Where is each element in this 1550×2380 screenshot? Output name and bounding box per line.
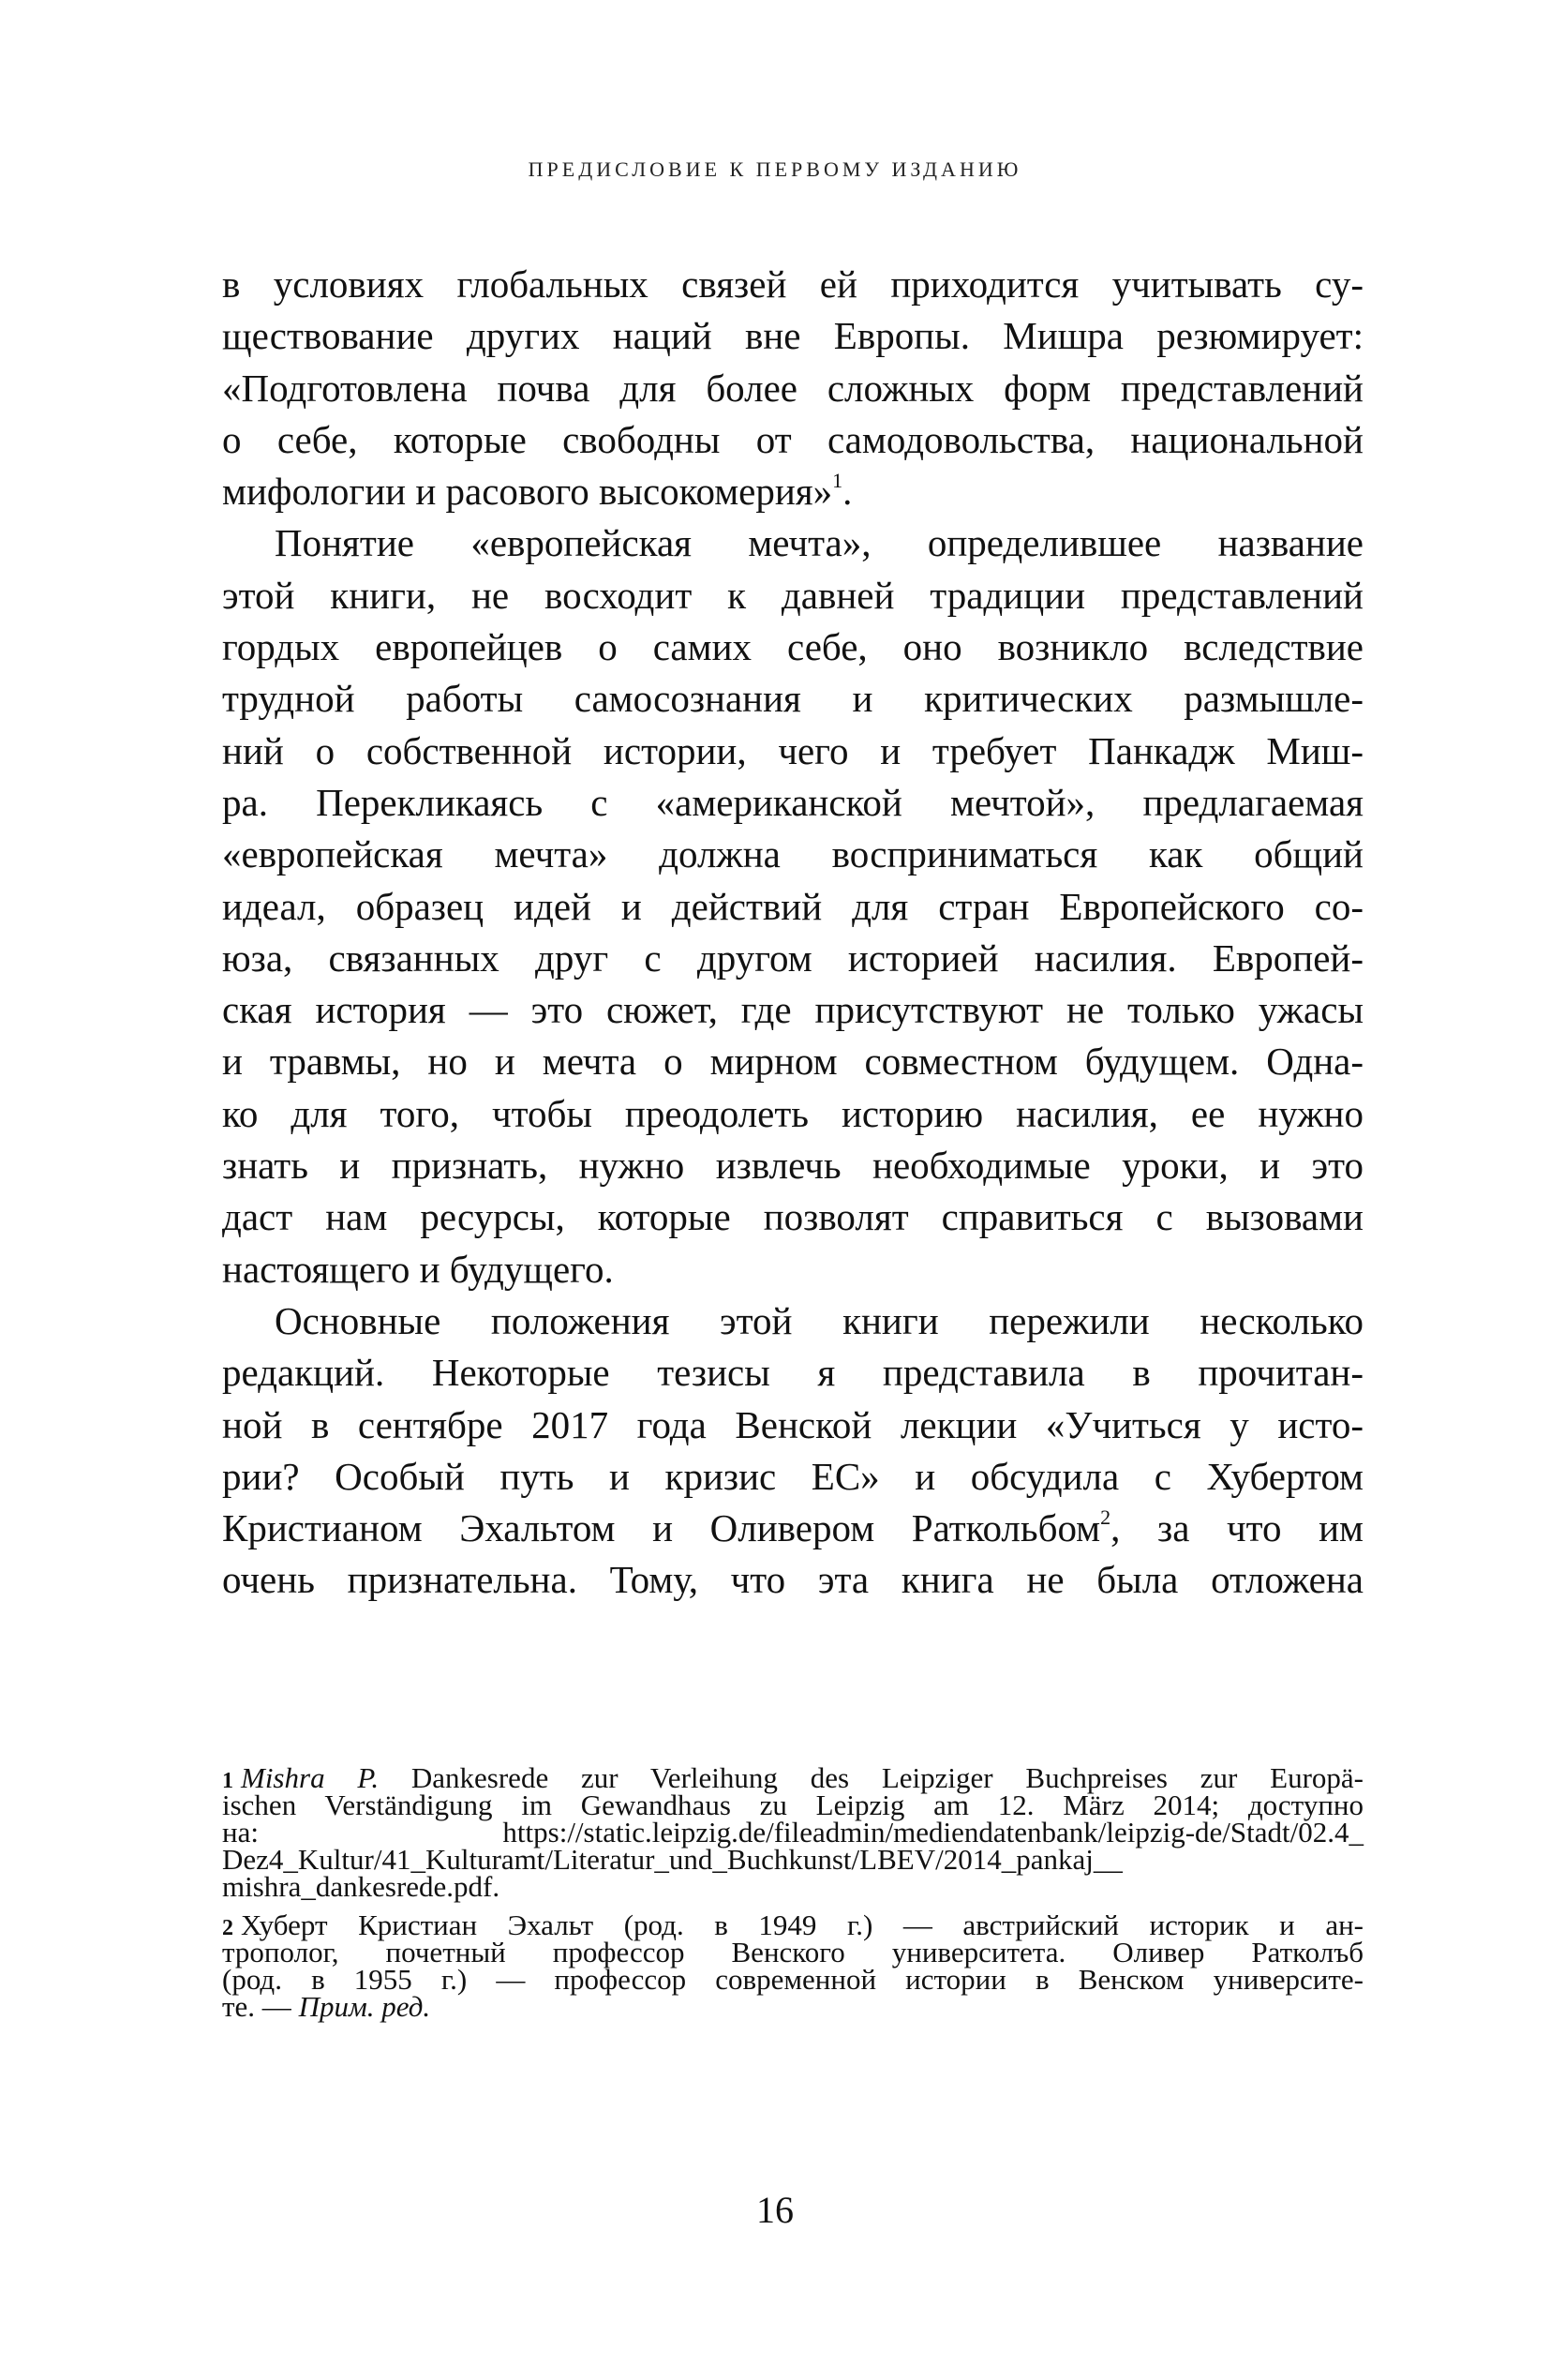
body-line: трудной работы самосознания и критических размышле- <box>222 677 1364 721</box>
footnote-author: Mishra P. <box>241 1761 380 1794</box>
body-line <box>222 1503 1364 1554</box>
body-line: ская история — это сюжет, где присутствуют не только ужасы <box>222 988 1364 1032</box>
body-line: идеал, образец идей и действий для стран Европейского со- <box>222 884 1364 928</box>
body-line: очень признательна. Тому, что эта книга не была отложена <box>222 1558 1364 1602</box>
footnote-line: трополог, почетный профессор Венского университета. Оливер Ратколъб <box>222 1936 1364 1968</box>
body-line: «европейская мечта» должна восприниматься как общий <box>222 832 1364 876</box>
running-head: ПРЕДИСЛОВИЕ К ПЕРВОМУ ИЗДАНИЮ <box>528 157 1022 181</box>
footnote-text: те. — <box>222 1990 299 2023</box>
footnote-text: Хуберт Кристиан Эхальт (род. в 1949 г.) — австрийский историк и ан- <box>241 1908 1364 1941</box>
body-line: ной в сентябре 2017 года Венской лекции «Учиться у исто- <box>222 1402 1364 1446</box>
footnote-ref-2[interactable]: 2 <box>1100 1505 1111 1530</box>
body-line: гордых европейцев о самих себе, оно возникло вследствие <box>222 625 1364 669</box>
body-line-paragraph-start: Основные положения этой книги пережили несколько <box>275 1298 1364 1342</box>
footnote-line <box>222 1761 1364 1794</box>
body-line: знать и признать, нужно извлечь необходимые уроки, и это <box>222 1144 1364 1188</box>
body-text <box>222 259 1364 1607</box>
footnotes <box>222 1761 1364 2031</box>
footnote-line: (род. в 1955 г.) — профессор современной истории в Венском университе- <box>222 1963 1364 1996</box>
footnote-line <box>222 1990 1364 2023</box>
body-line: ко для того, чтобы преодолеть историю насилия, ее нужно <box>222 1091 1364 1135</box>
body-line: ществование других наций вне Европы. Мишра резюмирует: <box>222 314 1364 358</box>
body-line: рии? Особый путь и кризис ЕС» и обсудила с Хубертом <box>222 1454 1364 1498</box>
footnote-url-line[interactable]: Dez4_Kultur/41_Kulturamt/Literatur_und_Buchkunst/LBEV/2014_pankaj__ <box>222 1843 1123 1876</box>
body-line: и травмы, но и мечта о мирном совместном будущем. Одна- <box>222 1040 1364 1084</box>
body-line: ра. Перекликаясь с «американской мечтой», предлагаемая <box>222 780 1364 824</box>
body-line-text: мифологии и расового высокомерия» <box>222 470 833 514</box>
body-line: о себе, которые свободны от самодовольства, национальной <box>222 417 1364 461</box>
body-line: юза, связанных друг с другом историей насилия. Европей- <box>222 936 1364 980</box>
body-line-text: Кристианом Эхальтом и Оливером Раткольбом <box>222 1506 1101 1550</box>
body-line: ний о собственной истории, чего и требует Панкадж Миш- <box>222 728 1364 772</box>
body-line-paragraph-start: Понятие «европейская мечта», определившее название <box>275 521 1364 565</box>
body-line: этой книги, не восходит к давней традиции представлений <box>222 573 1364 617</box>
footnote-number: 2 <box>222 1916 233 1940</box>
page-number: 16 <box>756 2189 794 2231</box>
body-line: редакций. Некоторые тезисы я представила в прочитан- <box>222 1351 1364 1395</box>
body-line: даст нам ресурсы, которые позволят справиться с вызовами <box>222 1195 1364 1239</box>
footnote-number: 1 <box>222 1769 233 1793</box>
footnote-url-line[interactable]: mishra_dankesrede.pdf. <box>222 1870 500 1903</box>
body-line: настоящего и будущего. <box>222 1247 614 1291</box>
body-line: «Подготовлена почва для более сложных форм представлений <box>222 366 1364 410</box>
footnote-line <box>222 1908 1364 1941</box>
body-line <box>222 466 1364 517</box>
footnote-text: Dankesrede zur Verleihung des Leipziger Buchpreises zur Europä- <box>379 1761 1364 1794</box>
footnote-ref-1[interactable]: 1 <box>832 469 843 493</box>
body-line: в условиях глобальных связей ей приходится учитывать су- <box>222 262 1364 306</box>
footnote-1 <box>222 1761 1364 1903</box>
footnote-url-line[interactable]: на: https://static.leipzig.de/fileadmin/mediendatenbank/leipzig-de/Stadt/02.4_ <box>222 1816 1364 1849</box>
body-line-suffix: , за что им <box>1110 1506 1364 1550</box>
editor-note: Прим. ред. <box>298 1990 431 2023</box>
footnote-line: ischen Verständigung im Gewandhaus zu Leipzig am 12. März 2014; доступно <box>222 1789 1364 1821</box>
body-line-suffix: . <box>842 470 853 514</box>
footnote-2 <box>222 1908 1364 2023</box>
